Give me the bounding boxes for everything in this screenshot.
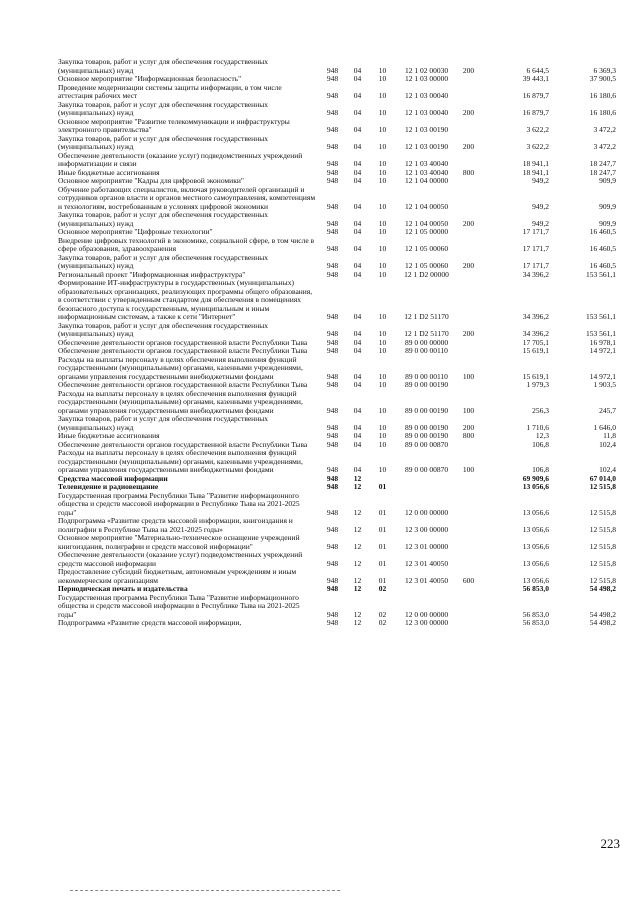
amount-year-2: 54 498,2 <box>589 584 616 593</box>
expense-type-code: 200 <box>462 422 475 432</box>
amount-year-2: 12 515,8 <box>589 541 616 551</box>
table-row <box>58 594 618 620</box>
amount-year-1: 15 619,1 <box>522 371 549 381</box>
section-code: 04 <box>353 422 362 432</box>
ministry-code: 948 <box>326 176 339 185</box>
ministry-code: 948 <box>326 312 339 321</box>
target-article-code: 89 0 00 00870 <box>404 465 449 474</box>
amount-year-2: 153 561,1 <box>586 329 616 338</box>
amount-year-1: 16 879,7 <box>522 91 549 100</box>
subsection-code: 02 <box>378 609 387 619</box>
section-code: 04 <box>353 227 362 236</box>
subsection-code: 10 <box>378 312 387 321</box>
ministry-code: 948 <box>326 74 339 83</box>
ministry-code: 948 <box>326 337 339 347</box>
subsection-code: 10 <box>378 431 387 440</box>
expense-type-code: 200 <box>462 65 475 75</box>
amount-year-1: 56 853,0 <box>522 609 549 619</box>
amount-year-2: 102,4 <box>599 439 616 449</box>
section-code: 04 <box>353 176 362 185</box>
row-description: Подпрограмма «Развитие средств массовой информации, книгоиздания и полиграфии в Республике Тыва на 2021-2025 годы» <box>58 516 293 534</box>
ministry-code: 948 <box>326 473 339 483</box>
section-code: 04 <box>353 405 362 415</box>
ministry-code: 948 <box>326 482 339 491</box>
amount-year-1: 13 056,6 <box>522 575 549 585</box>
section-code: 04 <box>353 201 362 211</box>
amount-year-1: 1 710,6 <box>526 422 549 432</box>
section-code: 04 <box>353 91 362 100</box>
subsection-code: 10 <box>378 201 387 211</box>
section-code: 04 <box>353 159 362 168</box>
table-row <box>58 356 618 382</box>
target-article-code: 89 0 00 00190 <box>404 431 449 440</box>
section-code: 12 <box>353 524 362 534</box>
amount-year-2: 16 460,5 <box>589 227 616 236</box>
amount-year-1: 106,8 <box>532 465 549 474</box>
amount-year-1: 34 396,2 <box>522 329 549 338</box>
target-article-code: 12 1 05 00060 <box>404 244 449 253</box>
ministry-code: 948 <box>326 507 339 517</box>
ministry-code: 948 <box>326 371 339 381</box>
subsection-code: 10 <box>378 91 387 100</box>
amount-year-1: 13 056,6 <box>522 482 549 491</box>
target-article-code: 12 1 05 00000 <box>404 227 449 236</box>
amount-year-1: 949,2 <box>532 218 549 228</box>
amount-year-2: 16 978,1 <box>589 337 616 347</box>
target-article-code: 12 1 D2 51170 <box>404 329 449 338</box>
table-row <box>58 534 618 551</box>
target-article-code: 89 0 00 00190 <box>404 380 449 389</box>
subsection-code: 10 <box>378 176 387 185</box>
target-article-code: 12 1 04 00050 <box>404 201 449 211</box>
target-article-code: 89 0 00 00110 <box>405 346 448 355</box>
amount-year-1: 949,2 <box>532 201 549 211</box>
target-article-code: 12 3 00 00000 <box>404 524 449 534</box>
amount-year-1: 16 879,7 <box>522 108 549 117</box>
table-row <box>58 415 618 432</box>
expense-type-code: 100 <box>462 465 475 474</box>
table-row <box>58 186 618 212</box>
amount-year-2: 12 515,8 <box>589 524 616 534</box>
ministry-code: 948 <box>326 346 339 355</box>
ministry-code: 948 <box>326 524 339 534</box>
target-article-code: 12 1 04 00000 <box>404 176 449 185</box>
ministry-code: 948 <box>326 91 339 100</box>
row-description: Обеспечение деятельности органов государственной власти Республики Тыва <box>58 346 308 355</box>
ministry-code: 948 <box>326 218 339 228</box>
subsection-code: 01 <box>378 575 387 585</box>
target-article-code: 12 1 03 00040 <box>404 91 449 100</box>
section-code: 04 <box>353 218 362 228</box>
amount-year-1: 13 056,6 <box>522 524 549 534</box>
ministry-code: 948 <box>326 439 339 449</box>
row-description: Обеспечение деятельности органов государственной власти Республики Тыва <box>58 439 308 449</box>
amount-year-1: 1 979,3 <box>526 380 549 389</box>
row-description: Основное мероприятие "Информационная безопасность" <box>58 74 242 83</box>
target-article-code: 89 0 00 00190 <box>404 422 449 432</box>
amount-year-2: 16 460,5 <box>589 244 616 253</box>
target-article-code: 12 0 00 00000 <box>404 609 449 619</box>
subsection-code: 02 <box>378 618 387 627</box>
row-description: Обеспечение деятельности (оказание услуг) подведомственных учреждений средств массовой информации <box>58 550 303 568</box>
row-description: Формирование ИТ-инфраструктуры в государственных (муниципальных) образовательных организациях, реализующих программы общего образования, в соответствии с утвержденным стандартом для обеспечения в помещениях безопасного доступа к государственным, муниципальным и иным информационным системам, а также к сети "Интернет" <box>58 278 313 321</box>
row-description: Закупка товаров, работ и услуг для обеспечения государственных (муниципальных) нужд <box>58 320 269 338</box>
ministry-code: 948 <box>326 405 339 415</box>
ministry-code: 948 <box>326 422 339 432</box>
row-description: Обеспечение деятельности органов государственной власти Республики Тыва <box>58 380 308 389</box>
amount-year-1: 12,3 <box>535 431 549 440</box>
amount-year-1: 39 443,1 <box>522 74 549 83</box>
section-code: 04 <box>353 244 362 253</box>
subsection-code: 10 <box>378 74 387 83</box>
ministry-code: 948 <box>326 201 339 211</box>
table-row <box>58 551 618 568</box>
expense-type-code: 800 <box>462 431 475 440</box>
amount-year-2: 909,9 <box>599 201 616 211</box>
target-article-code: 12 1 04 00050 <box>404 218 449 228</box>
subsection-code: 10 <box>378 167 387 177</box>
amount-year-2: 12 515,8 <box>589 558 616 568</box>
amount-year-1: 6 644,5 <box>526 65 549 75</box>
subsection-code: 01 <box>378 541 387 551</box>
section-code: 04 <box>353 65 362 75</box>
amount-year-2: 14 972,1 <box>589 371 616 381</box>
row-description: Основное мероприятие "Материально-техническое оснащение учреждений книгоиздания, полиграфии и средств массовой информации" <box>58 533 300 551</box>
ministry-code: 948 <box>326 142 339 151</box>
row-description: Государственная программа Республики Тыва "Развитие информационного общества и средств массовой информации в Республике Тыва на 2021-2025 годы" <box>58 490 300 517</box>
section-code: 12 <box>353 507 362 517</box>
amount-year-2: 12 515,8 <box>589 482 616 491</box>
ministry-code: 948 <box>326 584 339 593</box>
subsection-code: 01 <box>378 558 387 568</box>
section-code: 12 <box>353 584 362 593</box>
budget-table <box>58 58 618 628</box>
ministry-code: 948 <box>326 261 339 270</box>
amount-year-1: 3 622,2 <box>526 142 549 151</box>
ministry-code: 948 <box>326 558 339 568</box>
amount-year-1: 34 396,2 <box>522 312 549 321</box>
section-code: 12 <box>353 473 362 483</box>
target-article-code: 12 1 D2 00000 <box>404 269 449 279</box>
ministry-code: 948 <box>326 244 339 253</box>
section-code: 12 <box>353 558 362 568</box>
row-description: Основное мероприятие "Кадры для цифровой экономики" <box>58 176 244 185</box>
amount-year-2: 245,7 <box>599 405 616 415</box>
section-code: 04 <box>353 346 362 355</box>
target-article-code: 12 3 01 40050 <box>404 575 449 585</box>
amount-year-1: 17 705,1 <box>522 337 549 347</box>
amount-year-2: 54 498,2 <box>589 618 616 627</box>
table-row <box>58 517 618 534</box>
amount-year-2: 3 472,2 <box>593 125 616 134</box>
bottom-divider <box>70 890 340 891</box>
row-description: Подпрограмма «Развитие средств массовой информации, <box>58 618 242 627</box>
expense-type-code: 200 <box>462 142 475 151</box>
subsection-code: 01 <box>378 482 387 491</box>
expense-type-code: 200 <box>462 329 475 338</box>
amount-year-1: 949,2 <box>532 176 549 185</box>
ministry-code: 948 <box>326 108 339 117</box>
target-article-code: 89 0 00 00110 <box>405 371 448 381</box>
row-description: Периодическая печать и издательства <box>58 584 188 593</box>
table-row <box>58 211 618 228</box>
section-code: 04 <box>353 261 362 270</box>
row-description: Закупка товаров, работ и услуг для обеспечения государственных (муниципальных) нужд <box>58 414 269 432</box>
table-row <box>58 568 618 585</box>
ministry-code: 948 <box>326 125 339 134</box>
subsection-code: 10 <box>378 261 387 270</box>
table-row <box>58 449 618 475</box>
amount-year-1: 18 941,1 <box>522 167 549 177</box>
section-code: 12 <box>353 575 362 585</box>
row-description: Закупка товаров, работ и услуг для обеспечения государственных (муниципальных) нужд <box>58 133 269 151</box>
target-article-code: 89 0 00 00000 <box>404 337 449 347</box>
row-description: Региональный проект "Информационная инфраструктура" <box>58 269 246 279</box>
amount-year-1: 17 171,7 <box>522 261 549 270</box>
table-row <box>58 254 618 271</box>
target-article-code: 12 1 03 00040 <box>404 108 449 117</box>
subsection-code: 10 <box>378 65 387 75</box>
row-description: Обучение работающих специалистов, включая руководителей организаций и сотрудников органов власти и органов местного самоуправления, компетенциям и технологиям, востребованным в условиях цифровой экономики <box>58 184 316 211</box>
expense-type-code: 600 <box>462 575 475 585</box>
amount-year-1: 13 056,6 <box>522 558 549 568</box>
target-article-code: 89 0 00 00190 <box>404 405 449 415</box>
table-row <box>58 237 618 254</box>
table-row <box>58 492 618 518</box>
amount-year-1: 106,8 <box>532 439 549 449</box>
amount-year-2: 18 247,7 <box>589 159 616 168</box>
amount-year-1: 13 056,6 <box>522 541 549 551</box>
amount-year-1: 56 853,0 <box>522 618 549 627</box>
expense-type-code: 800 <box>462 167 475 177</box>
amount-year-2: 102,4 <box>599 465 616 474</box>
amount-year-2: 153 561,1 <box>586 312 616 321</box>
amount-year-2: 12 515,8 <box>589 507 616 517</box>
target-article-code: 12 1 03 40040 <box>404 167 449 177</box>
amount-year-1: 34 396,2 <box>522 269 549 279</box>
section-code: 04 <box>353 380 362 389</box>
subsection-code: 10 <box>378 125 387 134</box>
section-code: 04 <box>353 371 362 381</box>
subsection-code: 10 <box>378 269 387 279</box>
amount-year-1: 15 619,1 <box>522 346 549 355</box>
table-row <box>58 322 618 339</box>
amount-year-2: 1 646,0 <box>593 422 616 432</box>
target-article-code: 89 0 00 00870 <box>404 439 449 449</box>
section-code: 04 <box>353 337 362 347</box>
row-description: Закупка товаров, работ и услуг для обеспечения государственных (муниципальных) нужд <box>58 210 269 228</box>
amount-year-2: 37 900,5 <box>589 74 616 83</box>
amount-year-2: 909,9 <box>599 218 616 228</box>
amount-year-2: 67 014,0 <box>589 473 616 483</box>
row-description: Обеспечение деятельности (оказание услуг) подведомственных учреждений информатизации и связи <box>58 150 303 168</box>
table-row <box>58 135 618 152</box>
section-code: 04 <box>353 142 362 151</box>
target-article-code: 12 1 03 40040 <box>404 159 449 168</box>
row-description: Закупка товаров, работ и услуг для обеспечения государственных (муниципальных) нужд <box>58 99 269 117</box>
subsection-code: 10 <box>378 337 387 347</box>
amount-year-1: 13 056,6 <box>522 507 549 517</box>
row-description: Закупка товаров, работ и услуг для обеспечения государственных (муниципальных) нужд <box>58 57 269 75</box>
amount-year-2: 12 515,8 <box>589 575 616 585</box>
amount-year-1: 3 622,2 <box>526 125 549 134</box>
subsection-code: 10 <box>378 108 387 117</box>
section-code: 04 <box>353 312 362 321</box>
table-row <box>58 279 618 322</box>
amount-year-2: 11,8 <box>603 431 616 440</box>
table-row <box>58 84 618 101</box>
amount-year-2: 909,9 <box>599 176 616 185</box>
row-description: Расходы на выплаты персоналу в целях обеспечения выполнения функций государственными (муниципальными) органами, казенными учреждениями, органами управления государственными внебюджетными фондами <box>58 354 303 381</box>
target-article-code: 12 0 00 00000 <box>404 507 449 517</box>
ministry-code: 948 <box>326 227 339 236</box>
subsection-code: 10 <box>378 227 387 236</box>
table-row <box>58 58 618 75</box>
row-description: Проведение модернизации системы защиты информации, в том числе аттестация рабочих мест <box>58 82 282 100</box>
subsection-code: 10 <box>378 405 387 415</box>
subsection-code: 10 <box>378 465 387 474</box>
target-article-code: 12 1 03 00190 <box>404 125 449 134</box>
amount-year-2: 16 460,5 <box>589 261 616 270</box>
ministry-code: 948 <box>326 575 339 585</box>
table-row <box>58 390 618 416</box>
amount-year-1: 17 171,7 <box>522 244 549 253</box>
subsection-code: 01 <box>378 524 387 534</box>
ministry-code: 948 <box>326 329 339 338</box>
target-article-code: 12 1 D2 51170 <box>404 312 449 321</box>
amount-year-1: 18 941,1 <box>522 159 549 168</box>
section-code: 12 <box>353 618 362 627</box>
table-row <box>58 101 618 118</box>
section-code: 04 <box>353 465 362 474</box>
ministry-code: 948 <box>326 159 339 168</box>
subsection-code: 02 <box>378 584 387 593</box>
section-code: 04 <box>353 74 362 83</box>
ministry-code: 948 <box>326 541 339 551</box>
section-code: 04 <box>353 269 362 279</box>
target-article-code: 12 1 03 00190 <box>404 142 449 151</box>
amount-year-2: 16 180,6 <box>589 108 616 117</box>
subsection-code: 01 <box>378 507 387 517</box>
ministry-code: 948 <box>326 380 339 389</box>
ministry-code: 948 <box>326 465 339 474</box>
row-description: Основное мероприятие "Цифровые технологии" <box>58 227 213 236</box>
expense-type-code: 200 <box>462 108 475 117</box>
subsection-code: 10 <box>378 380 387 389</box>
target-article-code: 12 1 02 00030 <box>404 65 449 75</box>
amount-year-1: 69 909,6 <box>522 473 549 483</box>
target-article-code: 12 3 01 40050 <box>404 558 449 568</box>
row-description: Средства массовой информации <box>58 473 168 483</box>
amount-year-2: 153 561,1 <box>586 269 616 279</box>
target-article-code: 12 1 05 00060 <box>404 261 449 270</box>
target-article-code: 12 1 03 00000 <box>404 74 449 83</box>
section-code: 12 <box>353 482 362 491</box>
row-description: Основное мероприятие "Развитие телекоммуникации и инфраструктуры электронного правительства" <box>58 116 290 134</box>
row-description: Иные бюджетные ассигнования <box>58 167 160 177</box>
row-description: Телевидение и радиовещание <box>58 482 159 491</box>
subsection-code: 10 <box>378 244 387 253</box>
amount-year-2: 1 903,5 <box>593 380 616 389</box>
expense-type-code: 200 <box>462 218 475 228</box>
section-code: 04 <box>353 439 362 449</box>
subsection-code: 10 <box>378 329 387 338</box>
row-description: Государственная программа Республики Тыва "Развитие информационного общества и средств массовой информации в Республике Тыва на 2021-2025 годы" <box>58 592 300 619</box>
section-code: 12 <box>353 541 362 551</box>
ministry-code: 948 <box>326 618 339 627</box>
ministry-code: 948 <box>326 269 339 279</box>
ministry-code: 948 <box>326 167 339 177</box>
amount-year-1: 256,3 <box>532 405 549 415</box>
section-code: 04 <box>353 108 362 117</box>
page-number: 223 <box>600 836 620 851</box>
row-description: Предоставление субсидий бюджетным, автономным учреждениям и иным некоммерческим организациям <box>58 567 297 585</box>
expense-type-code: 100 <box>462 405 475 415</box>
subsection-code: 10 <box>378 142 387 151</box>
subsection-code: 10 <box>378 218 387 228</box>
row-description: Закупка товаров, работ и услуг для обеспечения государственных (муниципальных) нужд <box>58 252 269 270</box>
subsection-code: 10 <box>378 371 387 381</box>
table-row <box>58 619 618 628</box>
ministry-code: 948 <box>326 609 339 619</box>
target-article-code: 12 3 00 00000 <box>404 618 449 627</box>
row-description: Расходы на выплаты персоналу в целях обеспечения выполнения функций государственными (муниципальными) органами, казенными учреждениями, органами управления государственными внебюджетными фондами <box>58 448 303 474</box>
row-description: Расходы на выплаты персоналу в целях обеспечения выполнения функций государственными (муниципальными) органами, казенными учреждениями, органами управления государственными внебюджетными фондами <box>58 388 303 415</box>
amount-year-1: 56 853,0 <box>522 584 549 593</box>
expense-type-code: 100 <box>462 371 475 381</box>
row-description: Обеспечение деятельности органов государственной власти Республики Тыва <box>58 337 308 347</box>
amount-year-2: 18 247,7 <box>589 167 616 177</box>
section-code: 04 <box>353 329 362 338</box>
section-code: 12 <box>353 609 362 619</box>
subsection-code: 10 <box>378 439 387 449</box>
subsection-code: 10 <box>378 422 387 432</box>
amount-year-2: 14 972,1 <box>589 346 616 355</box>
amount-year-2: 6 369,3 <box>593 65 616 75</box>
amount-year-2: 16 180,6 <box>589 91 616 100</box>
ministry-code: 948 <box>326 65 339 75</box>
row-description: Внедрение цифровых технологий в экономике, социальной сфере, в том числе в сфере образования, здравоохранения <box>58 235 315 253</box>
amount-year-2: 3 472,2 <box>593 142 616 151</box>
table-row <box>58 118 618 135</box>
target-article-code: 12 3 01 00000 <box>404 541 449 551</box>
section-code: 04 <box>353 431 362 440</box>
subsection-code: 10 <box>378 159 387 168</box>
section-code: 04 <box>353 167 362 177</box>
row-description: Иные бюджетные ассигнования <box>58 431 160 440</box>
ministry-code: 948 <box>326 431 339 440</box>
amount-year-2: 54 498,2 <box>589 609 616 619</box>
section-code: 04 <box>353 125 362 134</box>
subsection-code: 10 <box>378 346 387 355</box>
amount-year-1: 17 171,7 <box>522 227 549 236</box>
expense-type-code: 200 <box>462 261 475 270</box>
table-row <box>58 152 618 169</box>
